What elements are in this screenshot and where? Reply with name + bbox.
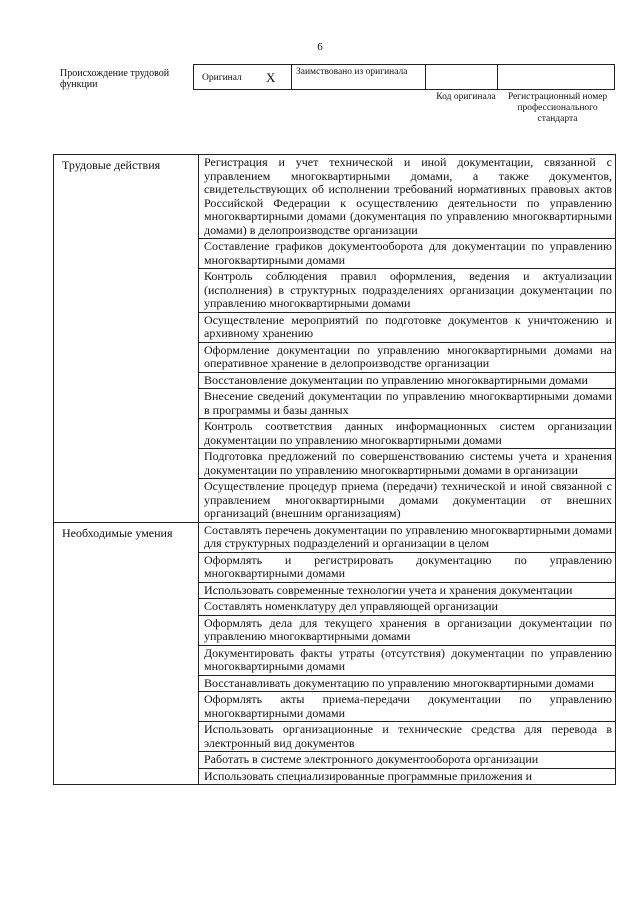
labor-actions-list: [199, 155, 615, 522]
labor-actions-label: Трудовые действия: [54, 155, 199, 522]
labor-action-item: Составление графиков документооборота для документации по управлению многоквартирными домами: [199, 239, 615, 269]
code-caption: Код оригинала: [436, 92, 496, 102]
skill-item: Оформлять и регистрировать документацию по управлению многоквартирными домами: [199, 553, 615, 583]
skill-item: Документировать факты утраты (отсутствия) документации по управлению многоквартирными домами: [199, 646, 615, 676]
origin-table: [193, 64, 615, 90]
reg-number-cell: [498, 65, 614, 89]
borrowed-label: Заимствовано из оригинала: [292, 65, 426, 89]
code-cell: [426, 65, 498, 89]
skill-item: Использовать организационные и технические средства для перевода в электронный вид документов: [199, 722, 615, 752]
skill-item: Составлять номенклатуру дел управляющей организации: [199, 599, 615, 616]
labor-action-item: Восстановление документации по управлению многоквартирными домами: [199, 373, 615, 390]
original-mark: X: [266, 70, 276, 85]
skill-item: Оформлять дела для текущего хранения в организации документации по управлению многоквартирными домами: [199, 616, 615, 646]
labor-action-item: Осуществление мероприятий по подготовке документов к уничтожению и архивному хранению: [199, 313, 615, 343]
skill-item: Оформлять акты приема-передачи документации по управлению многоквартирными домами: [199, 692, 615, 722]
skill-item: Использовать современные технологии учета и хранения документации: [199, 583, 615, 600]
skill-item: Составлять перечень документации по управлению многоквартирными домами для структурных подразделений и организации в целом: [199, 523, 615, 553]
page-number: 6: [317, 41, 323, 53]
labor-action-item: Внесение сведений документации по управлению многоквартирными домами в программы и базы данных: [199, 389, 615, 419]
skills-list: [199, 523, 615, 785]
original-cell: [194, 65, 292, 89]
labor-action-item: Подготовка предложений по совершенствованию системы учета и хранения документации по управлению многоквартирными домами в организации: [199, 449, 615, 479]
skill-item: Восстанавливать документацию по управлению многоквартирными домами: [199, 676, 615, 693]
labor-action-item: Осуществление процедур приема (передачи) технической и иной связанной с управлением многоквартирными домами документации от внешних организаций (внешним организациям): [204, 479, 612, 520]
labor-action-item: Контроль соответствия данных информационных систем организации документации по управлению многоквартирными домами: [199, 419, 615, 449]
origin-label: Происхождение трудовой функции: [60, 68, 170, 90]
labor-actions-section: [54, 155, 615, 523]
function-table: [53, 154, 616, 785]
labor-action-item: Оформление документации по управлению многоквартирными домами на оперативное хранение в делопроизводстве организации: [199, 343, 615, 373]
skill-item: Работать в системе электронного документооборота организации: [199, 752, 615, 769]
skill-item: Использовать специализированные программные приложения и: [204, 768, 533, 783]
reg-number-caption: Регистрационный номер профессионального стандарта: [507, 92, 608, 124]
original-label: Оригинал: [202, 73, 242, 83]
skills-label: Необходимые умения: [54, 523, 199, 785]
skills-section: [54, 523, 615, 785]
labor-action-item: Контроль соблюдения правил оформления, ведения и актуализации (исполнения) в структурных подразделениях организации документации по управлению многоквартирными домами: [199, 269, 615, 313]
labor-action-item: Регистрация и учет технической и иной документации, связанной с управлением многоквартирными домами, а также документов, свидетельствующих об исполнении требований нормативных правовых актов Российской Федерации к осуществлению деятельности по управлению многоквартирными домами (документация по управлению многоквартирными домами) в делопроизводстве организации: [199, 155, 615, 239]
